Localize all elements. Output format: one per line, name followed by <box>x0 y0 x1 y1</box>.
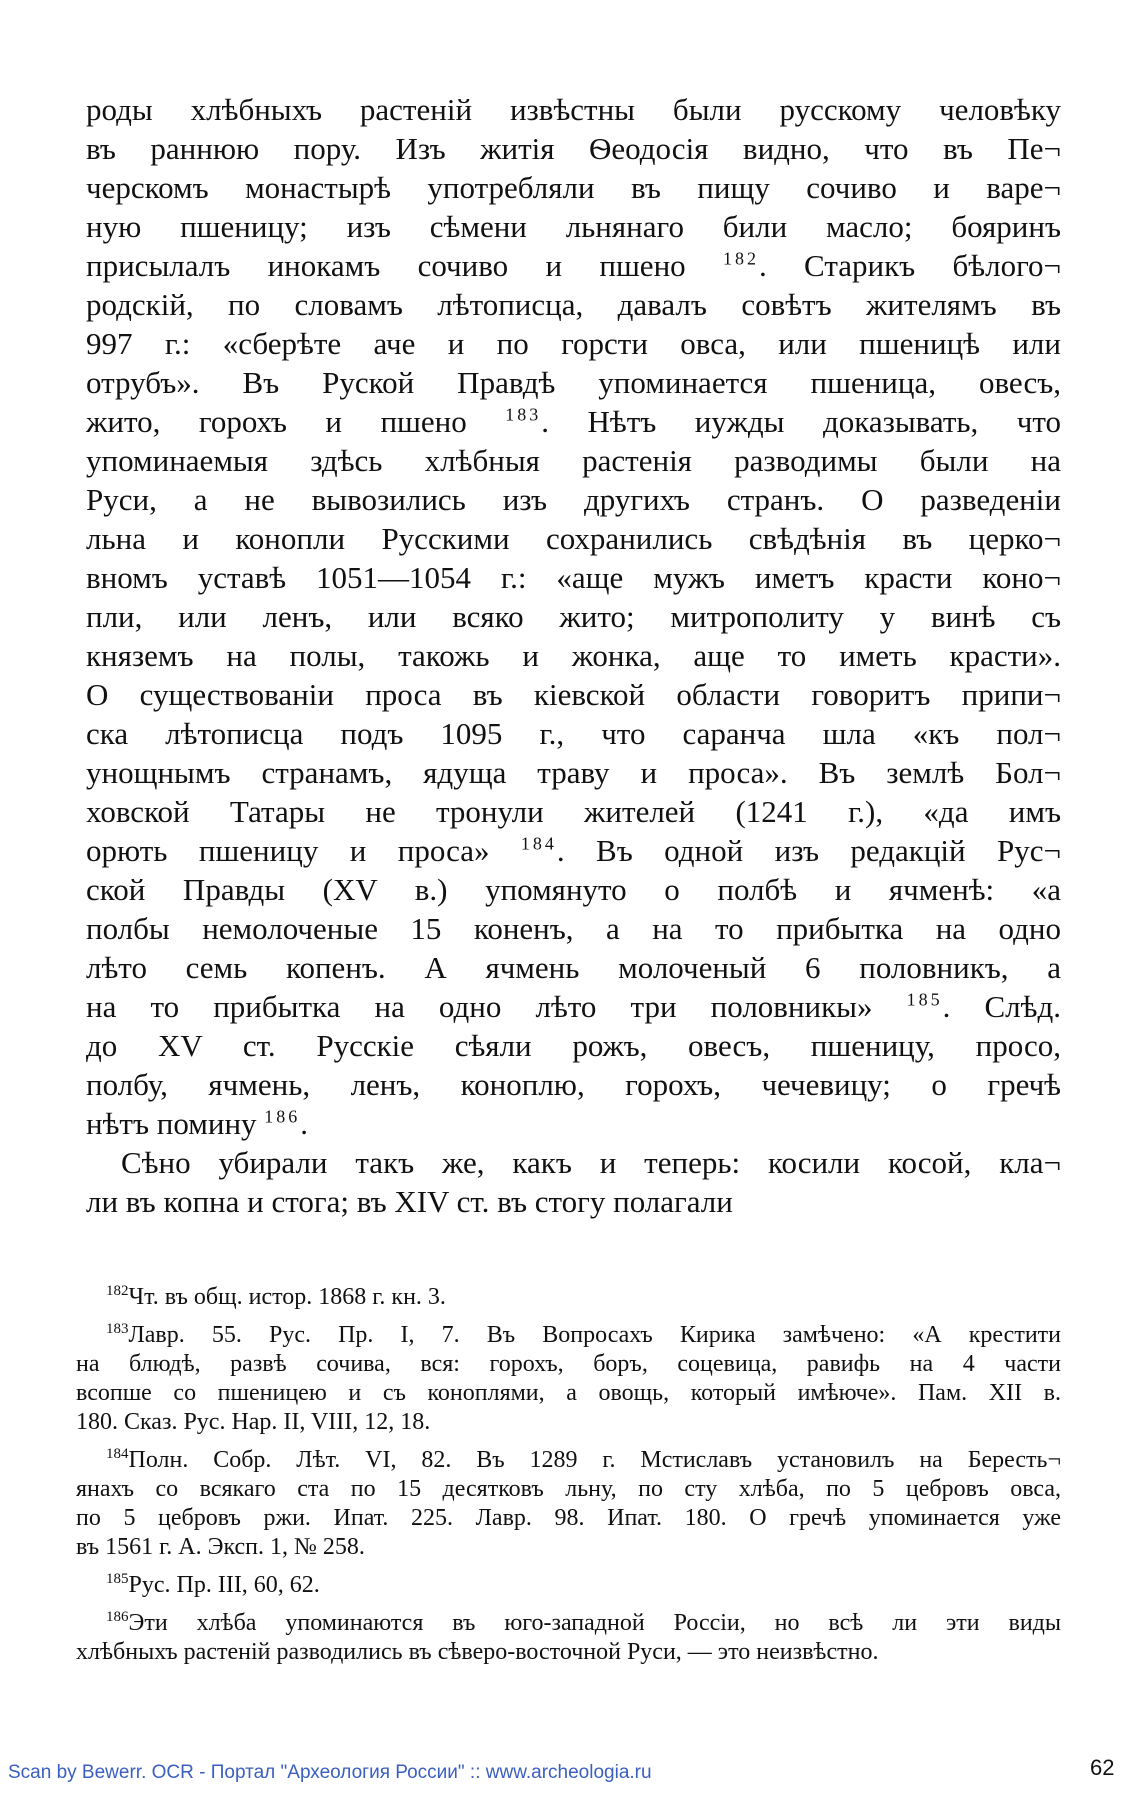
footnote-line: $^{182}$Чт. въ общ. истор. 1868 г. кн. 3. <box>106 1283 446 1310</box>
footnote-line: $^{185}$Рус. Пр. III, 60, 62. <box>106 1571 320 1598</box>
text-line: ской Правды (XV в.) упомянуто о полбѣ и ячменѣ: «а <box>86 872 1061 907</box>
text-line: въ раннюю пору. Изъ житія Ѳеодосія видно, что въ Пе¬ <box>86 131 1061 166</box>
text-line: О существованіи проса въ кіевской области говоритъ припи¬ <box>86 677 1061 712</box>
footnotes <box>76 1283 1061 1676</box>
text-line: орють пшеницу и проса» $^{184}$. Въ одной изъ редакцій Рус¬ <box>86 833 1061 868</box>
footnote-line: хлѣбныхъ растеній разводились въ сѣверо-восточной Руси, — это неизвѣстно. <box>76 1639 879 1665</box>
text-line: ли въ копна и стога; въ XIV ст. въ стогу полагали <box>86 1184 733 1219</box>
footnote-line: $^{186}$Эти хлѣба упоминаются въ юго-западной Россіи, но всѣ ли эти виды <box>106 1609 1061 1636</box>
footnote-line: на блюдѣ, развѣ сочива, вся: горохъ, боръ, соцевица, равифь на 4 части <box>76 1351 1061 1377</box>
footnote-ref: 184 <box>520 833 557 854</box>
footnote-ref: 185 <box>906 989 943 1010</box>
main-text <box>86 90 1061 1221</box>
text-line: на то прибытка на одно лѣто три половникы» $^{185}$. Слѣд. <box>86 989 1061 1024</box>
footnote <box>76 1446 1061 1562</box>
footnote <box>76 1321 1061 1437</box>
footnote-number: 186 <box>106 1609 129 1625</box>
footnote-ref: 186 <box>264 1106 301 1127</box>
text-line: ховской Татары не тронули жителей (1241 г.), «да имъ <box>86 794 1061 829</box>
footnote-ref: 183 <box>505 404 542 425</box>
text-line: ска лѣтописца подъ 1095 г., что саранча шла «къ пол¬ <box>86 716 1061 751</box>
footnote-line: 180. Сказ. Рус. Нар. II, VIII, 12, 18. <box>76 1409 431 1435</box>
footnote-line: въ 1561 г. А. Эксп. 1, № 258. <box>76 1534 365 1560</box>
text-line: нѣтъ помину $^{186}$. <box>86 1106 309 1141</box>
footnote-line: по 5 цебровъ ржи. Ипат. 225. Лавр. 98. Ипат. 180. О гречѣ упоминается уже <box>76 1505 1061 1531</box>
footnote-number: 185 <box>106 1571 129 1587</box>
text-line: до XV ст. Русскіе сѣяли рожъ, овесъ, пшеницу, просо, <box>86 1028 1061 1063</box>
footnote-number: 182 <box>106 1283 129 1299</box>
footnote-number: 184 <box>106 1446 129 1462</box>
text-line: Сѣно убирали такъ же, какъ и теперь: косили косой, кла¬ <box>121 1145 1061 1180</box>
scan-credit-link[interactable]: Scan by Bewerr. OCR - Портал "Археология России" :: www.archeologia.ru <box>8 1762 652 1783</box>
text-line: вномъ уставѣ 1051—1054 г.: «аще мужъ иметъ красти коно¬ <box>86 560 1061 595</box>
text-line: ную пшеницу; изъ сѣмени льнянаго били масло; бояринъ <box>86 209 1061 244</box>
text-line: роды хлѣбныхъ растеній извѣстны были русскому человѣку <box>86 92 1061 127</box>
text-line: 997 г.: «сберѣте аче и по горсти овса, или пшеницѣ или <box>86 326 1061 361</box>
footnote-line: янахъ со всякаго ста по 15 десятковъ льну, по сту хлѣба, по 5 цебровъ овса, <box>76 1476 1061 1502</box>
footnote-line: всопше со пшеницею и съ коноплями, а овощь, который имѣюче». Пам. XII в. <box>76 1380 1061 1406</box>
text-line: унощнымъ странамъ, ядуща траву и проса». Въ землѣ Бол¬ <box>86 755 1061 790</box>
text-line: льна и конопли Русскими сохранились свѣдѣнія въ церко¬ <box>86 521 1061 556</box>
text-line: присылалъ инокамъ сочиво и пшено $^{182}$. Старикъ бѣлого¬ <box>86 248 1061 283</box>
text-line: родскій, по словамъ лѣтописца, давалъ совѣтъ жителямъ въ <box>86 287 1061 322</box>
footnote-ref: 182 <box>722 248 759 269</box>
footnote-number: 183 <box>106 1321 129 1337</box>
footnote <box>76 1609 1061 1667</box>
text-line: жито, горохъ и пшено $^{183}$. Нѣтъ иужды доказывать, что <box>86 404 1061 439</box>
text-line: упоминаемыя здѣсь хлѣбныя растенія разводимы были на <box>86 443 1061 478</box>
footnote <box>76 1571 1061 1600</box>
footnote-line: $^{184}$Полн. Собр. Лѣт. VI, 82. Въ 1289 г. Мстиславъ установилъ на Бересть¬ <box>106 1446 1061 1473</box>
text-line: Руси, а не вывозились изъ другихъ странъ. О разведеніи <box>86 482 1061 517</box>
text-line: полбу, ячмень, ленъ, коноплю, горохъ, чечевицу; о гречѣ <box>86 1067 1061 1102</box>
footnote <box>76 1283 1061 1312</box>
text-line: полбы немолоченые 15 коненъ, а на то прибытка на одно <box>86 911 1061 946</box>
text-line: отрубъ». Въ Руской Правдѣ упоминается пшеница, овесъ, <box>86 365 1061 400</box>
text-line: лѣто семь копенъ. А ячмень молоченый 6 половникъ, а <box>86 950 1061 985</box>
page-number: 62 <box>1090 1755 1115 1780</box>
text-line: княземъ на полы, такожь и жонка, аще то иметь красти». <box>86 638 1061 673</box>
text-line: пли, или ленъ, или всяко жито; митрополиту у винѣ съ <box>86 599 1061 634</box>
footnote-line: $^{183}$Лавр. 55. Рус. Пр. I, 7. Въ Вопросахъ Кирика замѣчено: «А крестити <box>106 1321 1061 1348</box>
text-line: черскомъ монастырѣ употребляли въ пищу сочиво и варе¬ <box>86 170 1061 205</box>
